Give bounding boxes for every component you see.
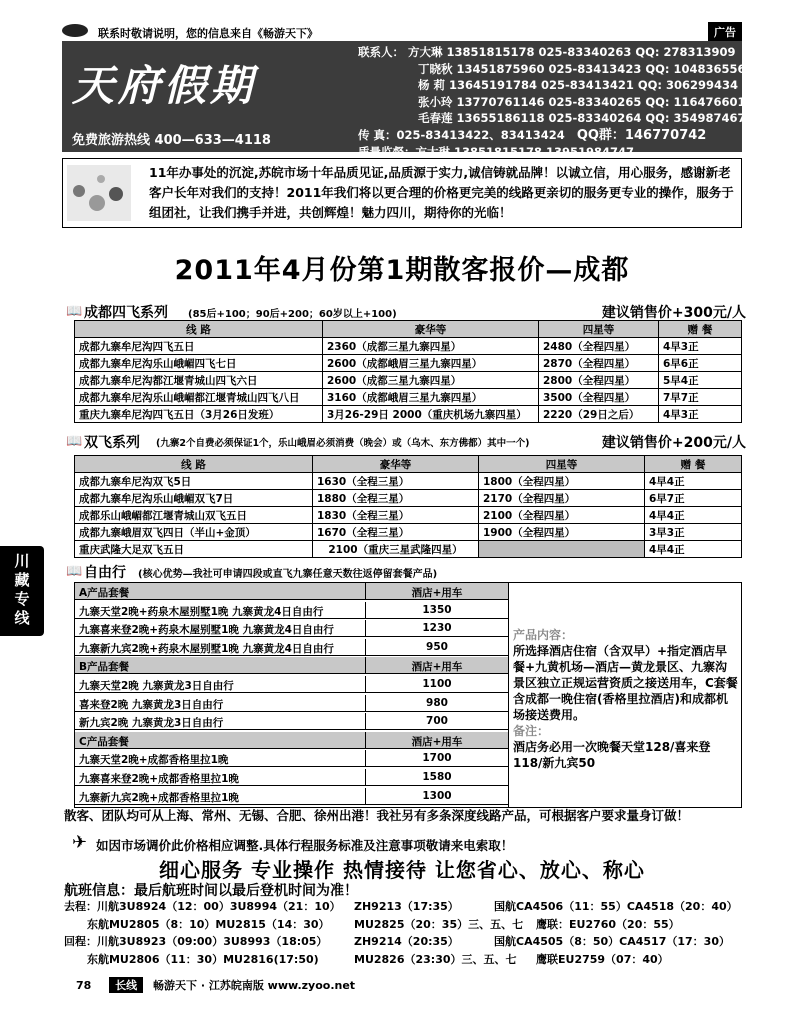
flight-row [64,951,744,969]
fourstar-price: 3500（全程四星） [539,389,659,406]
route: 重庆九寨牟尼沟四飞五日（3月26日发班） [75,406,323,423]
fax-line [358,127,754,145]
package-row [75,695,508,712]
flight-row [64,916,744,934]
table-row [75,406,742,423]
package-row [75,713,508,730]
package-row [75,620,508,637]
luxury-price: 2600（成都三星九寨四星） [323,372,539,389]
meals: 3早3正 [645,524,742,541]
flight-info: ZH9214（20:35） [354,935,459,948]
source-notice: 联系时敬请说明，您的信息来自《畅游天下》 [98,27,318,40]
page-number: 78 [76,979,92,992]
double-flight-table [74,455,742,558]
contact-line: 张小玲 13770761146 025-83340265 QQ: 1164766016 [418,94,754,109]
section-name: 成都四飞系列 [84,305,168,321]
table-row [75,541,742,558]
fourstar-price: 2170（全程四星） [479,490,645,507]
package-row [75,788,508,805]
flight-info: 去程：川航3U8924（12：00）3U8994（21：10） [64,900,341,913]
meals: 4早4正 [645,507,742,524]
package-name: B产品套餐 [79,661,130,674]
luxury-price: 1830（全程三星） [313,507,479,524]
book-icon: 📖 [66,434,83,449]
route: 成都九寨牟尼沟双飞5日 [75,473,313,490]
package-row [75,769,508,786]
fax: 传 真：025-83413422、83413424 [358,127,565,142]
side-tab-label: 川藏专线 [14,552,30,627]
meals: 4早4正 [645,473,742,490]
table-row [75,355,742,372]
route: 重庆武隆大足双飞五日 [75,541,313,558]
table-row [75,490,742,507]
luxury-price: 1630（全程三星） [313,473,479,490]
package-price: 950 [365,639,508,656]
contact-line: 丁晓秋 13451875960 025-83413423 QQ: 1048365565 [418,61,754,76]
luxury-price: 2360（成都三星九寨四星） [323,338,539,355]
package-info [508,583,741,807]
price-notice: 如因市场调价此价格相应调整.具体行程服务标准及注意事项敬请来电索取！ [96,838,514,853]
package-price: 980 [365,695,508,712]
flight-info: 鹰联EU2759（07：40） [536,952,669,966]
flight-info: MU2826（23:30）三、五、七 [354,952,517,966]
meals: 7早7正 [659,389,742,406]
route: 成都九寨牟尼沟乐山峨嵋四飞七日 [75,355,323,372]
page-title: 2011年4月份第1期散客报价—成都 [174,255,630,286]
route: 成都九寨牟尼沟都江堰青城山四飞六日 [75,372,323,389]
meals: 4早4正 [645,541,742,558]
flight-row [64,898,744,916]
flight-info: MU2825（20：35）三、五、七 [354,917,524,931]
col-meals: 赠 餐 [645,456,742,473]
contact-list [358,44,754,161]
flight-info: 东航MU2805（8：10）MU2815（14：30） [64,917,330,931]
package-price: 1100 [365,676,508,693]
package-row [75,750,508,767]
luxury-price: 2100（重庆三星武隆四星） [313,541,479,558]
package-row [75,676,508,693]
section-four-flight [66,302,746,320]
col-fourstar: 四星等 [539,321,659,338]
fourstar-price: 1900（全程四星） [479,524,645,541]
flight-info: 鹰联：EU2760（20：55） [536,917,680,931]
section-name: 双飞系列 [84,435,140,451]
meals: 6早6正 [659,355,742,372]
fourstar-price: 2480（全程四星） [539,338,659,355]
luxury-price: 3160（成都峨眉三星九寨四星） [323,389,539,406]
package-price: 1300 [365,788,508,805]
package-price: 酒店+用车 [365,732,508,749]
table-row [75,338,742,355]
col-luxury: 豪华等 [313,456,479,473]
meals: 6早7正 [645,490,742,507]
package-group-header [75,583,508,600]
luxury-price: 1670（全程三星） [313,524,479,541]
luxury-price: 3月26-29日 2000（重庆机场九寨四星） [323,406,539,423]
fourstar-price: 2870（全程四星） [539,355,659,372]
package-name: 九寨新九宾2晚+药泉木屋别墅1晚 九寨黄龙4日自由行 [79,642,334,655]
package-name: 新九宾2晚 九寨黄龙3日自由行 [79,717,224,730]
contact-line: 联系人： 方大琳 13851815178 025-83340263 QQ: 278313909 [358,45,736,59]
table-row [75,507,742,524]
package-price: 700 [365,713,508,730]
remark-label: 备注： [513,724,550,738]
package-price: 1350 [365,602,508,619]
route: 成都九寨峨眉双飞四日（半山+金顶） [75,524,313,541]
package-name: 九寨喜来登2晚+药泉木屋别墅1晚 九寨黄龙4日自由行 [79,624,334,637]
table-row [75,389,742,406]
package-row [75,639,508,656]
suggested-price: 建议销售价+200元/人 [601,435,746,451]
table-row [75,473,742,490]
fourstar-price: 2800（全程四星） [539,372,659,389]
section-note: (85后+100；90后+200；60岁以上+100) [188,309,397,320]
intro-text: 11年办事处的沉淀,苏皖市场十年品质见证,品质源于实力,诚信铸就品牌！以诚立信，用心服务，感谢新老客户长年对我们的支持！2011年我们将以更合理的价格更完美的线路更亲切的服务更专业的操作，服务于组团社，让我们携手并进，共创辉煌！魅力四川，期待你的光临！ [149,165,734,220]
package-price: 酒店+用车 [365,583,508,600]
route: 成都乐山峨嵋都江堰青城山双飞五日 [75,507,313,524]
content-label: 产品内容： [513,628,574,642]
route: 成都九寨牟尼沟乐山峨嵋都江堰青城山四飞八日 [75,389,323,406]
flight-info: 国航CA4506（11：55）CA4518（20：40） [494,900,738,913]
section-double-flight [66,432,746,450]
book-icon: 📖 [66,564,83,579]
package-price: 酒店+用车 [365,657,508,674]
meals: 4早3正 [659,406,742,423]
content-text: 所选择酒店住宿（含双早）+指定酒店早餐+九黄机场—酒店—黄龙景区、九寨沟景区独立正规运营资质之接送用车，C套餐含成都一晚住宿(香格里拉酒店)和成都机场接送费用。 [513,644,738,722]
four-flight-table [74,320,742,423]
fourstar-price: 2220（29日之后） [539,406,659,423]
package-row [75,602,508,619]
hotline: 免费旅游热线 400—633—4118 [72,133,271,148]
meals: 4早3正 [659,338,742,355]
footer-text: 畅游天下 · 江苏皖南版 www.zyoo.net [153,979,356,992]
section-free-travel [66,562,746,580]
fourstar-price: 2100（全程四星） [479,507,645,524]
luxury-price: 1880（全程三星） [313,490,479,507]
qq-group: QQ群：146770742 [576,127,707,143]
package-table [74,582,742,808]
route: 成都九寨牟尼沟四飞五日 [75,338,323,355]
package-name: 九寨喜来登2晚+成都香格里拉1晚 [79,773,239,785]
package-name: C产品套餐 [79,735,129,748]
intro-box [62,158,742,228]
contact-line: 毛春莲 13655186118 025-83340264 QQ: 354987467 [418,111,746,125]
flight-list [64,898,744,968]
col-luxury: 豪华等 [323,321,539,338]
col-fourstar: 四星等 [479,456,645,473]
magazine-logo [62,24,88,37]
flight-info: 东航MU2806（11：30）MU2816(17:50) [64,952,319,966]
table-row [75,524,742,541]
top-bar [62,22,742,40]
plane-icon: ✈ [72,832,88,853]
section-note: (核心优势—我社可申请四段或直飞九寨任意天数往返停留套餐产品) [138,569,438,580]
flight-row [64,933,744,951]
package-group-header [75,732,508,749]
package-name: 喜来登2晚 九寨黄龙3日自由行 [79,698,224,711]
section-chip: 长线 [109,977,143,993]
package-name: 九寨天堂2晚+成都香格里拉1晚 [79,754,229,767]
flight-info: 国航CA4505（8：50）CA4517（17：30） [494,935,730,948]
route: 成都九寨牟尼沟乐山峨嵋双飞7日 [75,490,313,507]
package-name: 九寨天堂2晚 九寨黄龙3日自由行 [79,680,234,692]
package-price: 1700 [365,750,508,767]
section-note: (九寨2个自费必须保证1个，乐山峨眉必须消费（晚会）或（乌木、东方佛都）其中一个) [156,438,530,449]
flight-title: 航班信息：最后航班时间以最后登机时间为准！ [64,883,358,899]
col-route: 线 路 [75,456,313,473]
package-name: 九寨天堂2晚+药泉木屋别墅1晚 九寨黄龙4日自由行 [79,605,324,618]
remark-text: 酒店务必用一次晚餐天堂128/喜来登118/新九宾50 [513,740,711,770]
ad-badge: 广告 [708,22,742,42]
package-group-header [75,657,508,674]
col-route: 线 路 [75,321,323,338]
meals: 5早4正 [659,372,742,389]
flight-info: 回程：川航3U8923（09:00）3U8993（18:05） [64,935,328,948]
side-tab [0,546,44,636]
fourstar-price: 1800（全程四星） [479,473,645,490]
table-row [75,372,742,389]
package-name: 九寨新九宾2晚+成都香格里拉1晚 [79,791,239,804]
col-meals: 赠 餐 [659,321,742,338]
ornament-image [67,165,131,221]
brand-name: 天府假期 [72,61,257,110]
package-price: 1580 [365,769,508,786]
page-footer [76,977,355,993]
agency-header [62,41,754,159]
empty-cell [479,541,645,558]
supervisor: 质量监督：方大琳 13851815178 13951984747 [358,145,635,159]
contact-line: 杨 莉 13645191784 025-83413421 QQ: 306299434 [418,78,738,92]
flight-info: ZH9213（17:35） [354,900,459,913]
suggested-price: 建议销售价+300元/人 [601,305,746,321]
package-price: 1230 [365,620,508,637]
section-name: 自由行 [84,565,126,581]
book-icon: 📖 [66,304,83,319]
luxury-price: 2600（成都峨眉三星九寨四星） [323,355,539,372]
slogan: 细心服务 专业操作 热情接待 让您省心、放心、称心 [159,858,645,882]
footnote: 散客、团队均可从上海、常州、无锡、合肥、徐州出港！我社另有多条深度线路产品，可根据客户要求量身订做！ [64,808,690,823]
package-name: A产品套餐 [79,587,130,599]
